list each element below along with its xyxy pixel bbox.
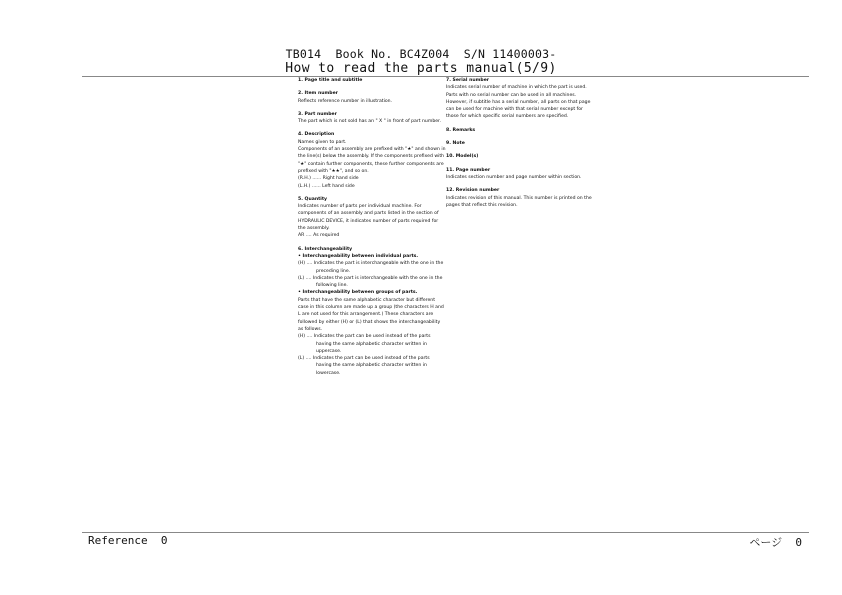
- section-text: Indicates number of parts per individual machine. For components of an assembly and parts listed in the section of HYDRAULIC DEVICE, it indicates number of parts required for the assembly.: [298, 204, 439, 232]
- section-text: Components of an assembly are prefixed with "★" and shown in the line(s) below the assembly. If the components prefixed with "★" contain further components, these further components are prefixed with "★★", and so on.: [298, 147, 446, 174]
- subsection-title: • Interchangeability between individual parts.: [298, 253, 419, 259]
- section-title: 12. Revision number: [446, 188, 500, 194]
- section-part-number: [298, 111, 446, 126]
- section-remarks: [446, 127, 594, 134]
- section-text: Indicates section number and page number within section.: [446, 174, 582, 180]
- section-title: 6. Interchangeability: [298, 246, 353, 252]
- section-text: (L) .... Indicates the part can be used instead of the parts having the same alphabetic character written in lowercase.: [298, 356, 430, 376]
- section-title: 4. Description: [298, 132, 335, 138]
- section-text: Indicates serial number of machine in which the part is used.: [446, 85, 587, 91]
- section-text: (H) .... Indicates the part can be used instead of the parts having the same alphabetic character written in uppercase.: [298, 334, 431, 354]
- section-text: Parts with no serial number can be used in all machines. However, if subtitle has a serial number, all parts on that page can be used for machine with that serial number except for those for which specific serial numbers are specified.: [446, 92, 591, 120]
- section-note: [446, 140, 594, 147]
- section-page-number: [446, 167, 594, 182]
- section-text: Indicates revision of this manual. This number is printed on the pages that reflect this revision.: [446, 195, 592, 208]
- section-title: 9. Note: [446, 141, 465, 147]
- section-text: The part which is not sold has an " X " in front of part number.: [298, 119, 441, 125]
- section-title: 7. Serial number: [446, 78, 490, 83]
- section-interchangeability: [298, 246, 446, 377]
- section-description: [298, 131, 446, 189]
- document-header: TB014 Book No. BC4Z004 S/N 11400003-: [285, 47, 557, 61]
- section-page-title: [298, 77, 446, 84]
- section-text: (R.H.) ...... Right hand side: [298, 176, 359, 182]
- left-column: [298, 77, 446, 383]
- section-text: (H) .... Indicates the part is interchangeable with the one in the preceding line.: [298, 261, 444, 274]
- section-title: 11. Page number: [446, 167, 491, 173]
- section-title: 8. Remarks: [446, 127, 476, 133]
- section-text: Reflects reference number in illustration.: [298, 98, 393, 104]
- page-title: How to read the parts manual(5/9): [285, 61, 557, 76]
- section-title: 1. Page title and subtitle: [298, 78, 363, 83]
- section-title: 3. Part number: [298, 111, 337, 117]
- section-serial-number: [446, 77, 594, 121]
- section-text: (L) .... Indicates the part is interchangeable with the one in the following line.: [298, 275, 443, 289]
- footer-page-number: ページ 0: [749, 536, 802, 549]
- section-title: 10. Model(s): [446, 154, 479, 160]
- section-text: Parts that have the same alphabetic character but different case in this column are made up a group (the characters H and L are not used for this arrangement.) These characters are followed by either (H) or (L) that shows the interchangeability as follows.: [298, 297, 444, 332]
- section-item-number: [298, 90, 446, 105]
- subsection-title: • Interchangeability between groups of parts.: [298, 290, 418, 296]
- footer-divider: [82, 532, 809, 533]
- section-models: [446, 153, 594, 160]
- right-column: [446, 77, 594, 215]
- section-quantity: [298, 196, 446, 240]
- section-revision-number: [446, 187, 594, 209]
- section-title: 5. Quantity: [298, 196, 328, 202]
- section-title: 2. Item number: [298, 91, 338, 97]
- section-text: (L.H.) ...... Left hand side: [298, 183, 355, 189]
- section-text: AR .... As required: [298, 233, 340, 239]
- footer-reference: Reference 0: [88, 534, 168, 547]
- section-text: Names given to part.: [298, 139, 347, 145]
